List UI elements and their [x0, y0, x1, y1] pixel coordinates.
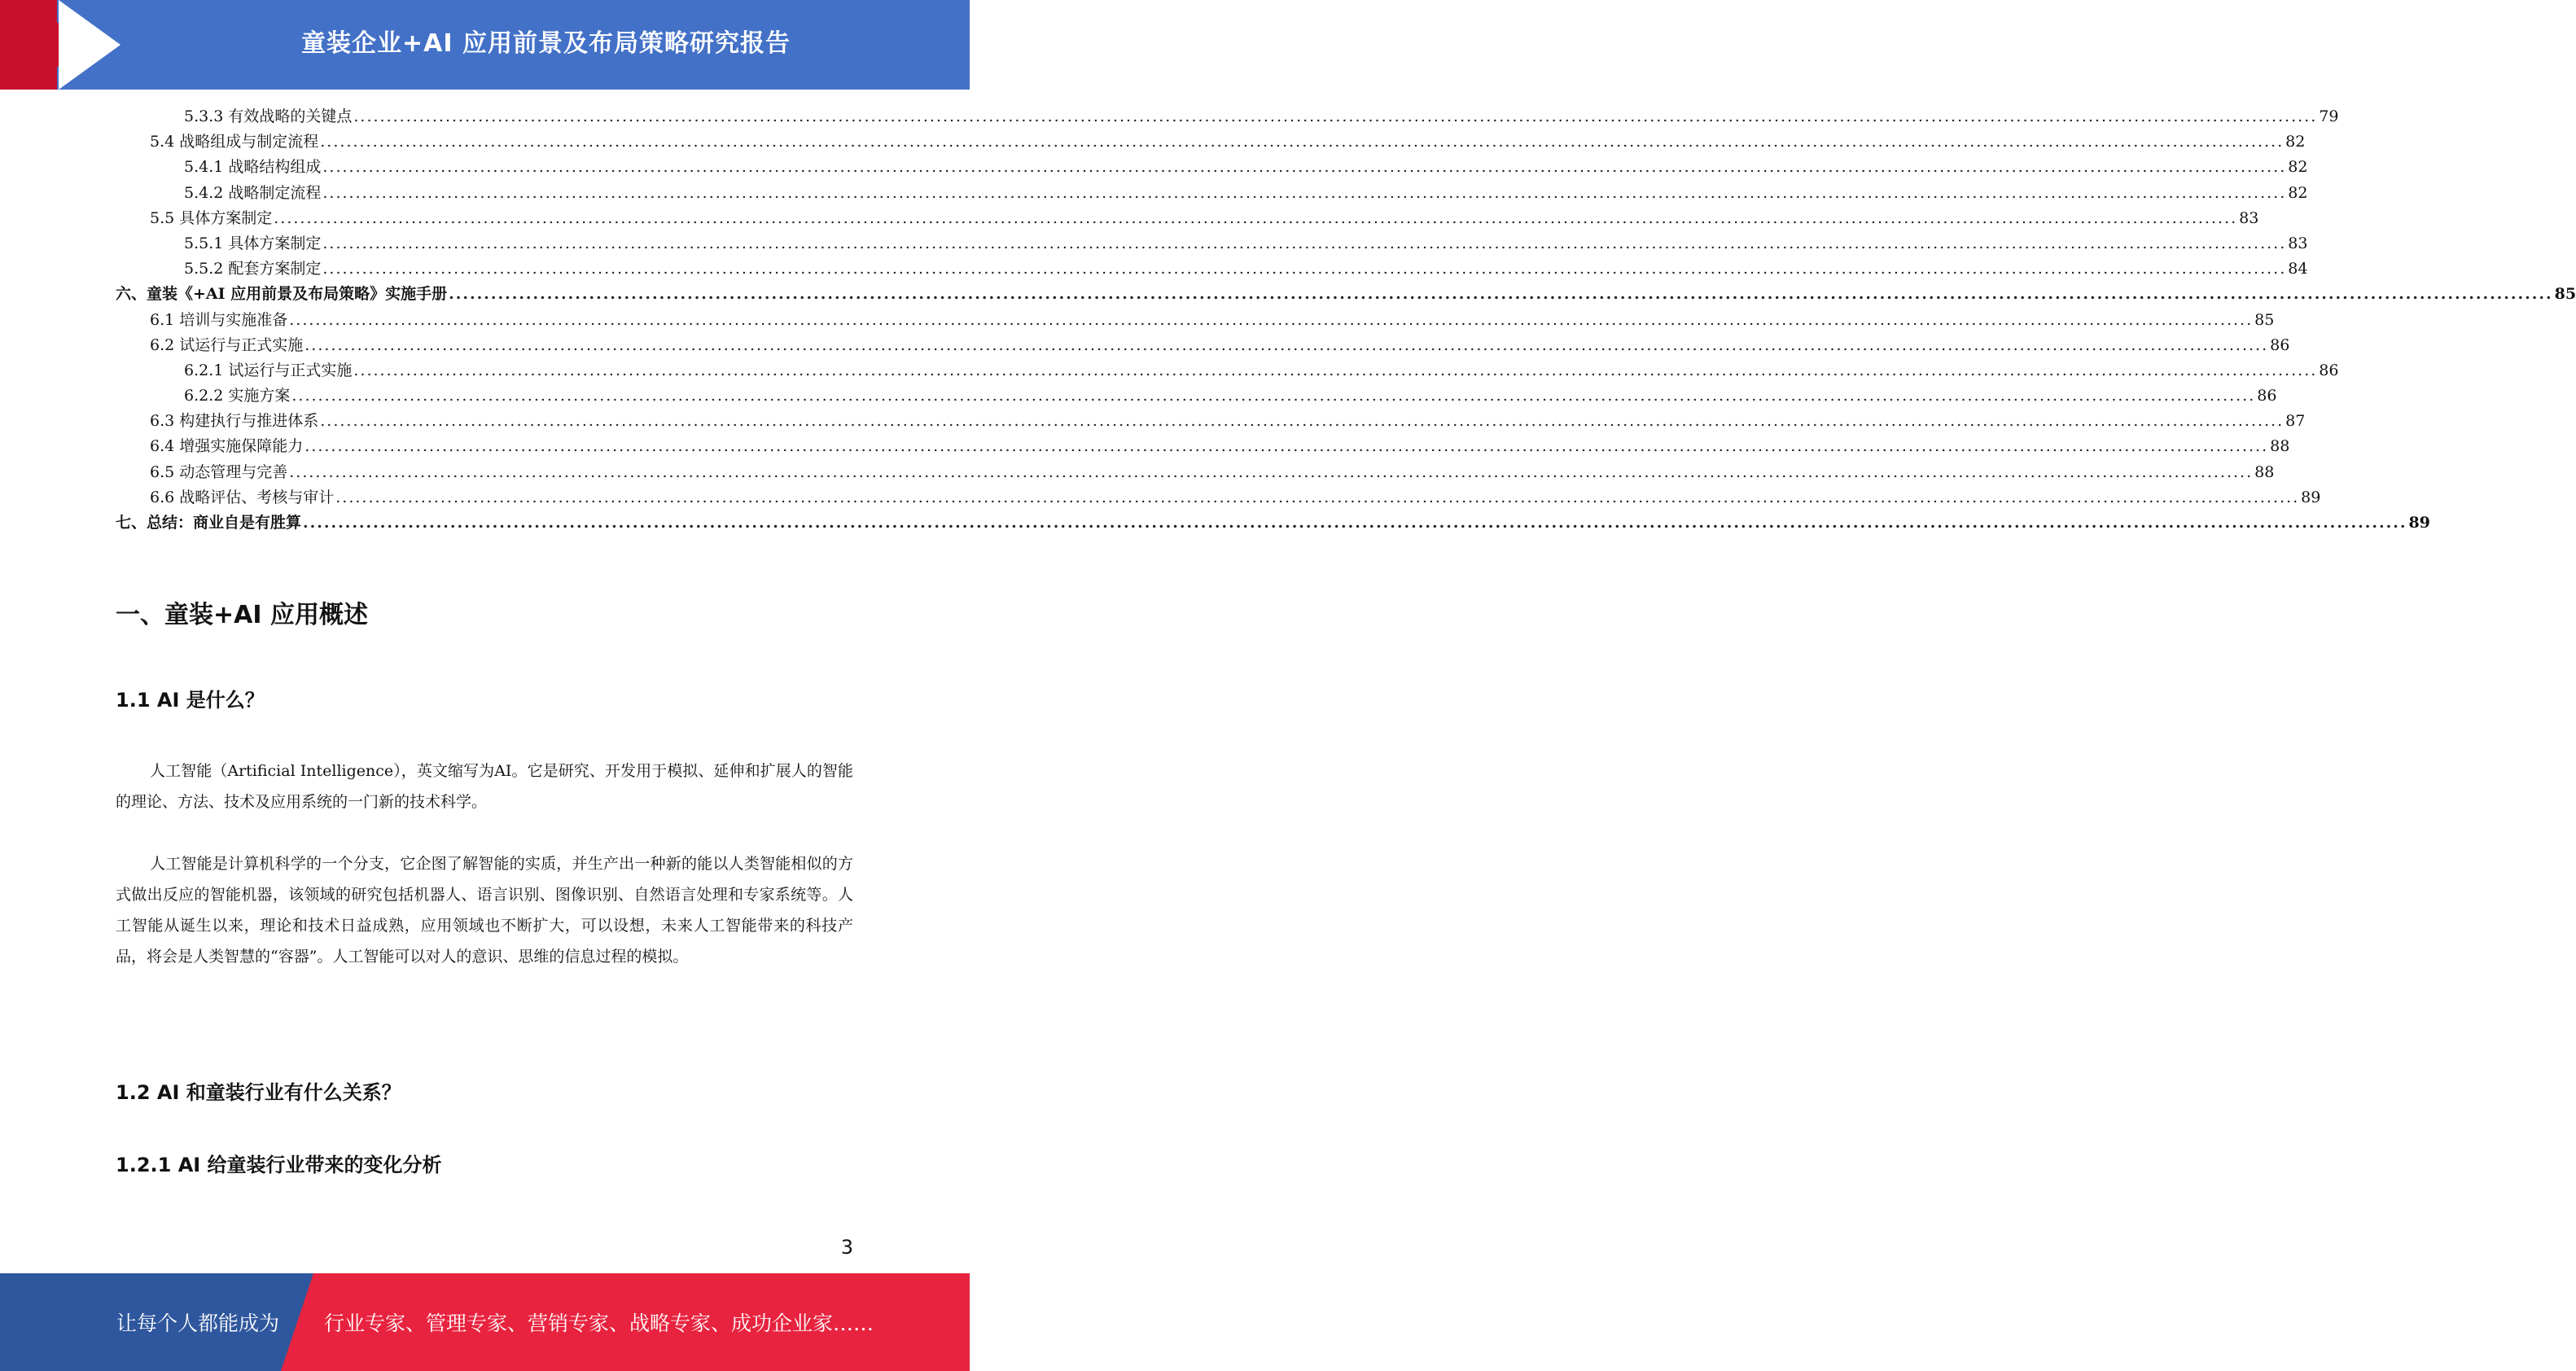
toc-entry-label: 5.4.2 战略制定流程	[184, 181, 322, 206]
toc-leader-dots: ............................................................................................................................................................................................................................................................................................................	[320, 133, 2285, 151]
toc-entry-page: 86	[2268, 333, 2289, 358]
toc-entry[interactable]	[116, 129, 2306, 155]
toc-entry-label: 6.2.2 实施方案	[184, 383, 291, 409]
toc-entry-page: 82	[2284, 129, 2305, 155]
header-title: 童装企业+AI 应用前景及布局策略研究报告	[301, 29, 791, 58]
toc-entry-label: 6.1 培训与实施准备	[150, 308, 289, 333]
toc-entry-label: 6.2.1 试运行与正式实施	[184, 358, 353, 383]
toc-entry-page: 89	[2299, 485, 2320, 510]
toc-entry-page: 86	[2255, 383, 2276, 409]
toc-entry-label: 5.5 具体方案制定	[150, 206, 274, 231]
subsection-heading-1-2-1: 1.2.1 AI 给童装行业带来的变化分析	[116, 1154, 442, 1176]
toc-entry-page: 79	[2317, 104, 2338, 129]
toc-entry-label: 6.2 试运行与正式实施	[150, 333, 304, 358]
toc-entry-page: 88	[2268, 434, 2289, 459]
toc-entry-label: 六、童装《+AI 应用前景及布局策略》实施手册	[116, 282, 449, 307]
toc-entry[interactable]	[116, 282, 2576, 307]
toc-entry-page: 83	[2286, 231, 2307, 256]
toc-entry-label: 5.3.3 有效战略的关键点	[184, 104, 353, 129]
footer-slogan-right: 行业专家、管理专家、营销专家、战略专家、成功企业家……	[324, 1312, 874, 1335]
toc-entry[interactable]	[116, 206, 2259, 231]
subsection-heading-1-1: 1.1 AI 是什么？	[116, 689, 265, 712]
toc-leader-dots: ............................................................................................................................................................................................................................................................................................................	[304, 437, 2269, 456]
toc-leader-dots: ............................................................................................................................................................................................................................................................................................................	[353, 361, 2318, 379]
toc-entry[interactable]	[116, 333, 2290, 358]
toc-entry-label: 5.4 战略组成与制定流程	[150, 129, 320, 155]
toc-entry-page: 84	[2286, 256, 2307, 282]
toc-entry-page: 89	[2407, 510, 2429, 536]
toc-leader-dots: ............................................................................................................................................................................................................................................................................................................	[303, 514, 2407, 532]
toc-leader-dots: ............................................................................................................................................................................................................................................................................................................	[322, 158, 2287, 177]
toc-leader-dots: ............................................................................................................................................................................................................................................................................................................	[291, 387, 2256, 405]
toc-leader-dots: ............................................................................................................................................................................................................................................................................................................	[322, 234, 2287, 252]
toc-entry-label: 6.3 构建执行与推进体系	[150, 409, 320, 434]
toc-entry-label: 6.4 增强实施保障能力	[150, 434, 304, 459]
toc-leader-dots: ............................................................................................................................................................................................................................................................................................................	[289, 462, 2254, 481]
toc-entry-page: 87	[2284, 409, 2305, 434]
toc-leader-dots: ............................................................................................................................................................................................................................................................................................................	[353, 107, 2318, 125]
toc-entry[interactable]	[116, 181, 2308, 206]
toc-leader-dots: ............................................................................................................................................................................................................................................................................................................	[274, 208, 2238, 227]
toc-entry-label: 七、总结：商业自是有胜算	[116, 510, 303, 536]
toc-entry-label: 6.5 动态管理与完善	[150, 460, 289, 485]
toc-entry[interactable]	[116, 460, 2275, 485]
toc-entry[interactable]	[116, 256, 2308, 282]
toc-entry-page: 85	[2253, 308, 2274, 333]
toc-entry-page: 85	[2553, 282, 2576, 307]
toc-entry[interactable]	[116, 434, 2290, 459]
section-heading: 一、童装+AI 应用概述	[116, 601, 368, 629]
paragraph-2: 人工智能是计算机科学的一个分支，它企图了解智能的实质，并生产出一种新的能以人类智能相似的方式做出反应的智能机器，该领域的研究包括机器人、语言识别、图像识别、自然语言处理和专家系统等。人工智能从诞生以来，理论和技术日益成熟，应用领域也不断扩大，可以设想，未来人工智能带来的科技产品，将会是人类智慧的“容器”。人工智能可以对人的意识、思维的信息过程的模拟。	[116, 855, 853, 966]
toc-entry-label: 5.5.2 配套方案制定	[184, 256, 322, 282]
toc-entry[interactable]	[116, 485, 2321, 510]
toc-entry[interactable]	[116, 308, 2275, 333]
toc-leader-dots: ............................................................................................................................................................................................................................................................................................................	[322, 260, 2287, 278]
toc-entry-page: 83	[2237, 206, 2258, 231]
toc-entry-page: 86	[2317, 358, 2338, 383]
table-of-contents	[116, 104, 2576, 536]
toc-leader-dots: ............................................................................................................................................................................................................................................................................................................	[335, 488, 2300, 506]
page-header	[0, 0, 970, 90]
toc-entry[interactable]	[116, 510, 2430, 536]
toc-entry[interactable]	[116, 358, 2339, 383]
toc-leader-dots: ............................................................................................................................................................................................................................................................................................................	[304, 335, 2269, 354]
toc-entry[interactable]	[116, 104, 2339, 129]
toc-entry-page: 88	[2253, 460, 2274, 485]
toc-entry-label: 6.6 战略评估、考核与审计	[150, 485, 335, 510]
footer-slogan-left: 让每个人都能成为	[116, 1312, 280, 1335]
toc-entry[interactable]	[116, 409, 2306, 434]
footer-blue-slant	[281, 1273, 313, 1371]
toc-leader-dots: ............................................................................................................................................................................................................................................................................................................	[320, 412, 2285, 431]
toc-leader-dots: ............................................................................................................................................................................................................................................................................................................	[322, 183, 2287, 202]
paragraph-1: 人工智能（Artificial Intelligence），英文缩写为AI。它是研究、开发用于模拟、延伸和扩展人的智能的理论、方法、技术及应用系统的一门新的技术科学。	[116, 762, 853, 811]
toc-entry-page: 82	[2286, 181, 2307, 206]
page-footer	[0, 1273, 970, 1371]
toc-entry-page: 82	[2286, 155, 2307, 180]
toc-entry[interactable]	[116, 231, 2308, 256]
toc-leader-dots: ............................................................................................................................................................................................................................................................................................................	[449, 285, 2553, 304]
toc-entry-label: 5.4.1 战略结构组成	[184, 155, 322, 180]
toc-entry[interactable]	[116, 383, 2277, 409]
toc-entry-label: 5.5.1 具体方案制定	[184, 231, 322, 256]
page-number: 3	[840, 1236, 853, 1259]
toc-entry[interactable]	[116, 155, 2308, 180]
toc-leader-dots: ............................................................................................................................................................................................................................................................................................................	[289, 310, 2254, 329]
subsection-heading-1-2: 1.2 AI 和童装行业有什么关系？	[116, 1081, 401, 1104]
